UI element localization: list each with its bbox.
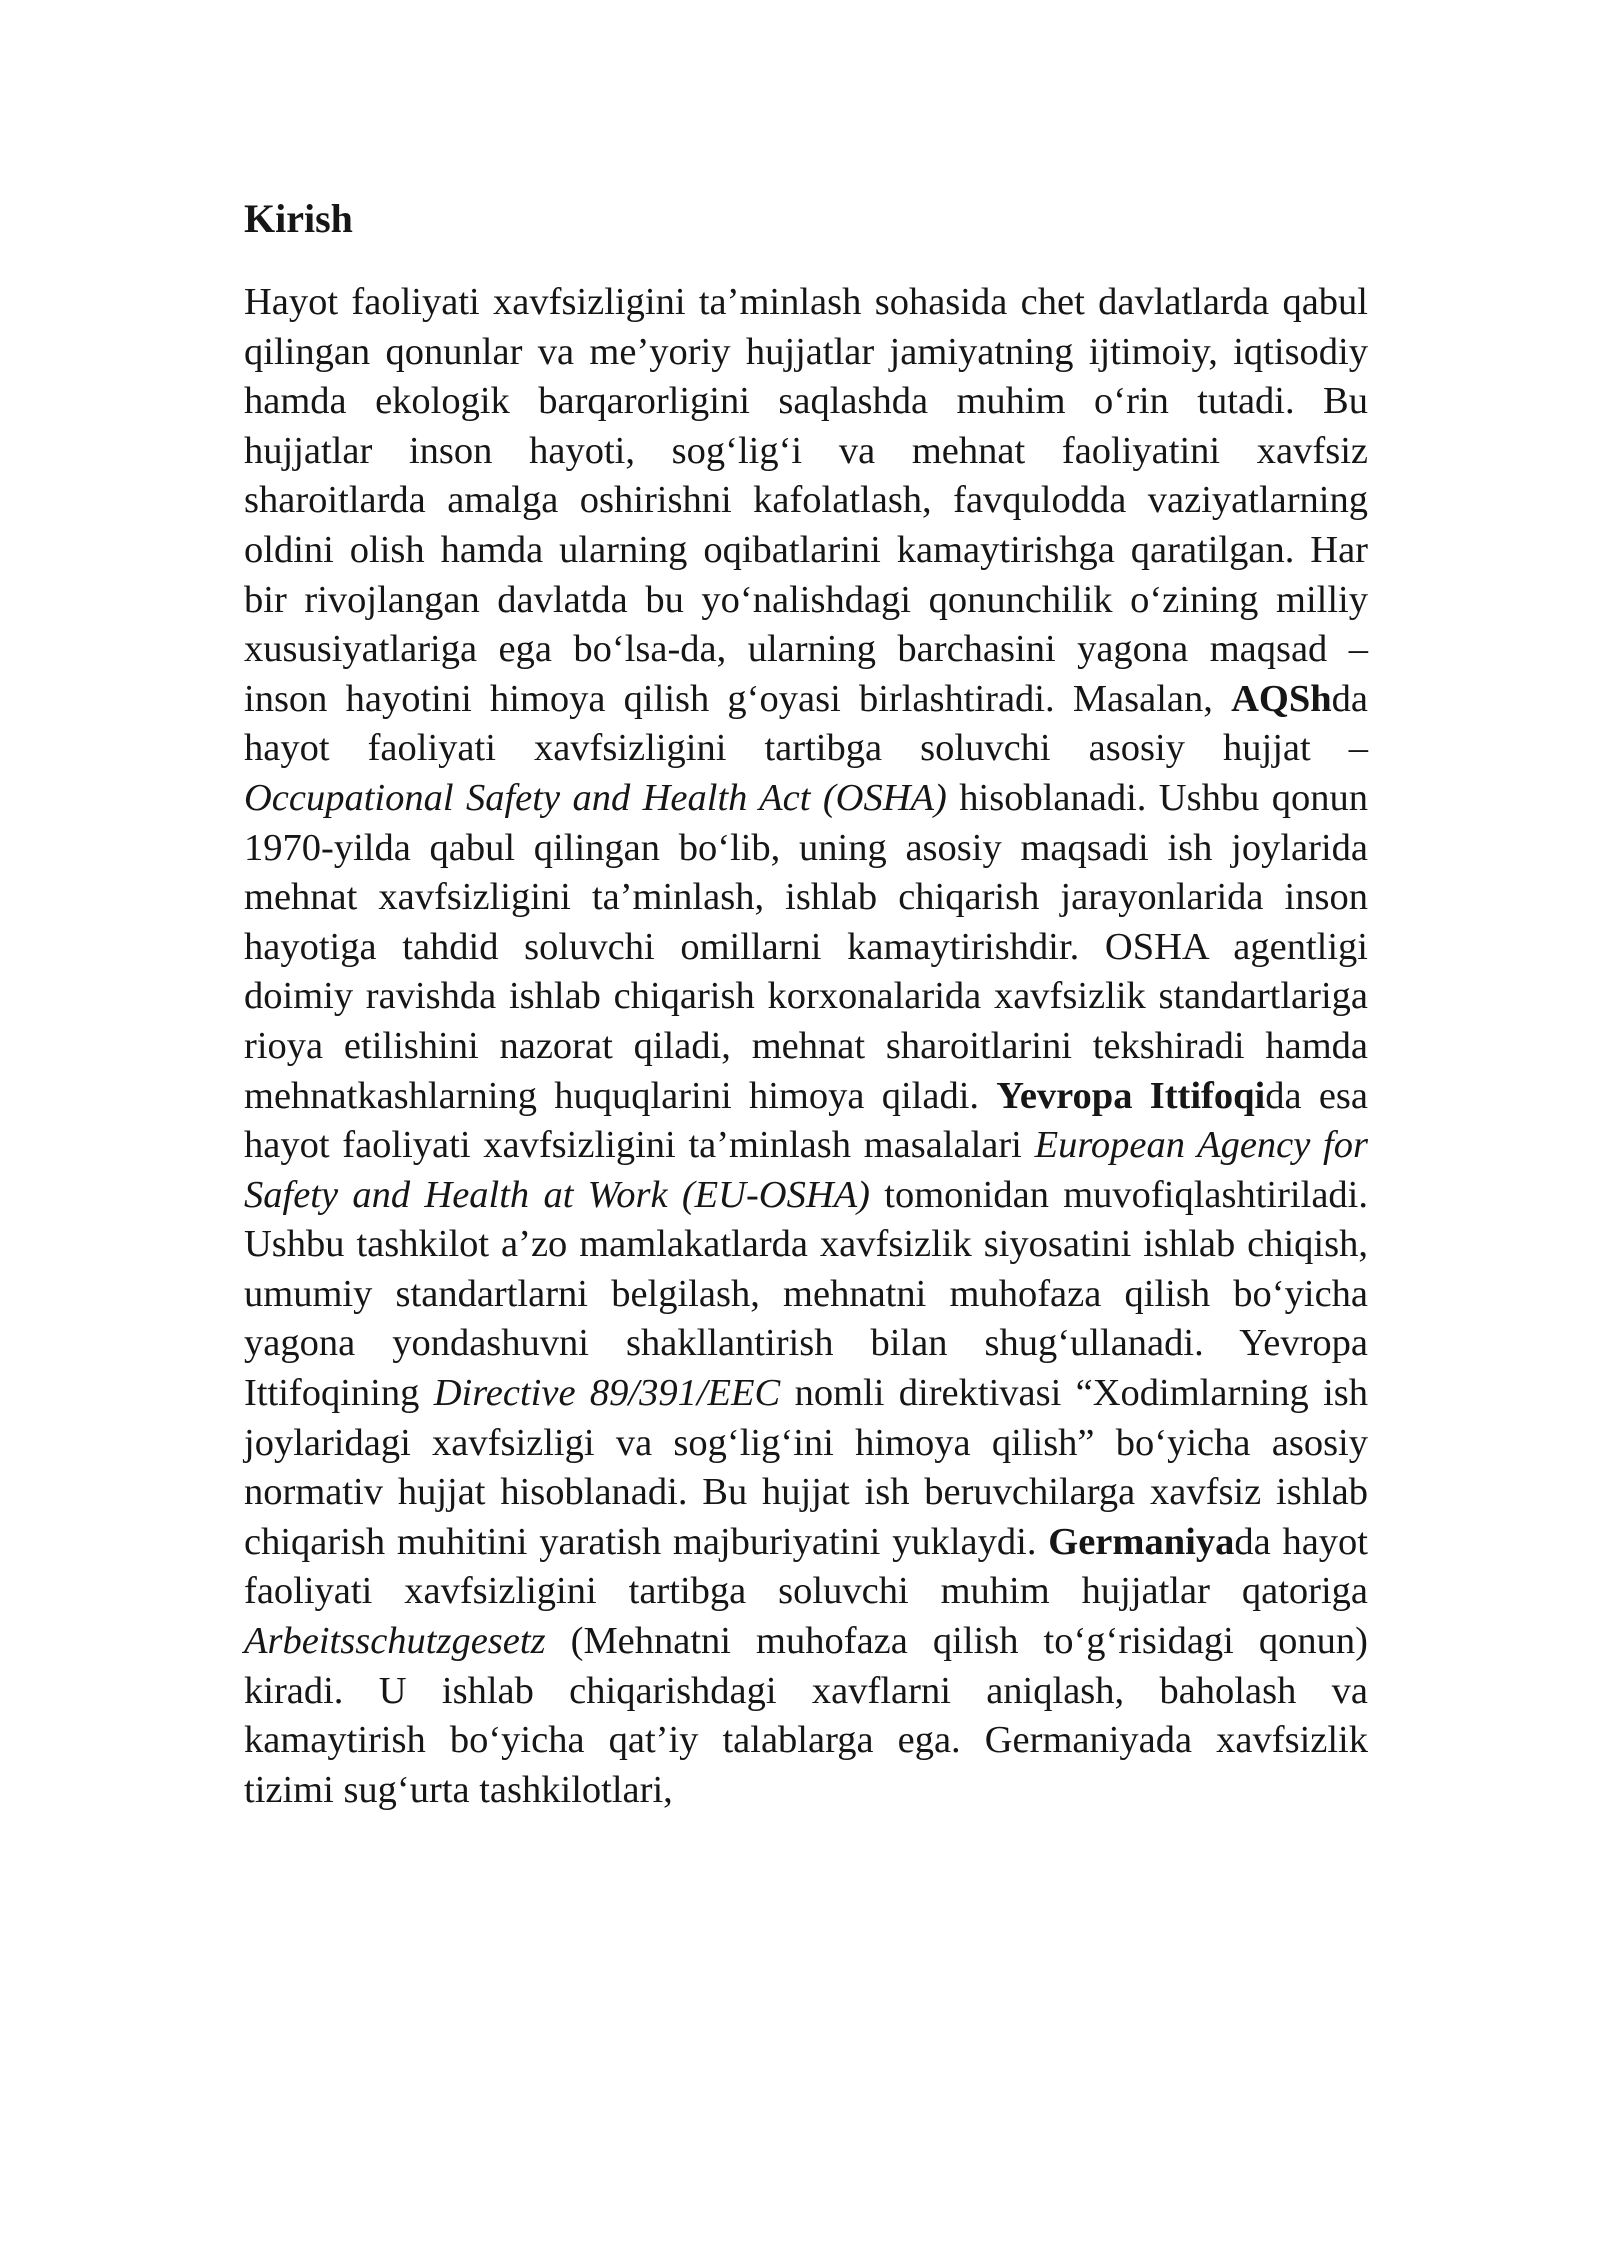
country-germany: Germaniya <box>1048 1520 1235 1563</box>
country-eu: Yevropa Ittifoqi <box>996 1074 1266 1117</box>
eu-osha-title: European Agency for Safety and Health at Work (EU-OSHA) <box>244 1124 1368 1216</box>
country-aqsh: AQSh <box>1231 677 1332 720</box>
directive-title: Directive 89/391/EEC <box>433 1372 781 1415</box>
text-run: nomli direktivasi “Xodimlarning ish joylaridagi xavfsizligi va sog‘lig‘ini himoya qilish” bo‘yicha asosiy normativ hujjat hisoblanadi. Bu hujjat ish beruvchilarga xavfsiz ishlab chiqarish muhitini yaratish majburiyatini yuklaydi. <box>244 1372 1369 1563</box>
text-run: hisoblanadi. Ushbu qonun 1970-yilda qabul qilingan bo‘lib, uning asosiy maqsadi ish joylarida mehnat xavfsizligini ta’minlash, ishlab chiqarish jarayonlarida inson hayotiga tahdid soluvchi omillarni kamaytirishdir. OSHA agentligi doimiy ravishda ishlab chiqarish korxonalarida xavfsizlik standartlariga rioya etilishini nazorat qiladi, mehnat sharoitlarini tekshiradi hamda mehnatkashlarning huquqlarini himoya qiladi. <box>244 776 1368 1117</box>
text-run: Hayot faoliyati xavfsizligini ta’minlash sohasida chet davlatlarda qabul qilingan qonunlar va me’yoriy hujjatlar jamiyatning ijtimoiy, iqtisodiy hamda ekologik barqarorligini saqlashda muhim o‘rin tutadi. Bu hujjatlar inson hayoti, sog‘lig‘i va mehnat faoliyatini xavfsiz sharoitlarda amalga oshirishni kafolatlash, favqulodda vaziyatlarning oldini olish hamda ularning oqibatlarini kamaytirishga qaratilgan. Har bir rivojlangan davlatda bu yo‘nalishdagi qonunchilik o‘zining milliy xususiyatlariga ega bo‘lsa-da, ularning barchasini yagona maqsad – inson hayotini himoya qilish g‘oyasi birlashtiradi. Masalan, <box>244 281 1368 720</box>
text-run: (Mehnatni muhofaza qilish to‘g‘risidagi qonun) kiradi. U ishlab chiqarishdagi xavflarni aniqlash, baholash va kamaytirish bo‘yicha qat’iy talablarga ega. Germaniyada xavfsizlik tizimi sug‘urta tashkilotlari, <box>244 1620 1368 1811</box>
text-run: tomonidan muvofiqlashtiriladi. Ushbu tashkilot a’zo mamlakatlarda xavfsizlik siyosatini ishlab chiqish, umumiy standartlarni belgilash, mehnatni muhofaza qilish bo‘yicha yagona yondashuvni shakllantirish bilan shug‘ullanadi. Yevropa Ittifoqining <box>244 1173 1368 1415</box>
text-run: da hayot faoliyati xavfsizligini tartibga soluvchi asosiy hujjat – <box>244 677 1368 770</box>
document-page <box>244 194 1368 1815</box>
body-paragraph <box>244 278 1368 1815</box>
arbeitsschutzgesetz-title: Arbeitsschutzgesetz <box>244 1620 546 1663</box>
text-run: da esa hayot faoliyati xavfsizligini ta’minlash masalalari <box>244 1074 1368 1167</box>
osha-act-title: Occupational Safety and Health Act (OSHA) <box>244 776 947 819</box>
section-heading: Kirish <box>244 196 353 241</box>
text-run: da hayot faoliyati xavfsizligini tartibga soluvchi muhim hujjatlar qatoriga <box>244 1520 1369 1613</box>
